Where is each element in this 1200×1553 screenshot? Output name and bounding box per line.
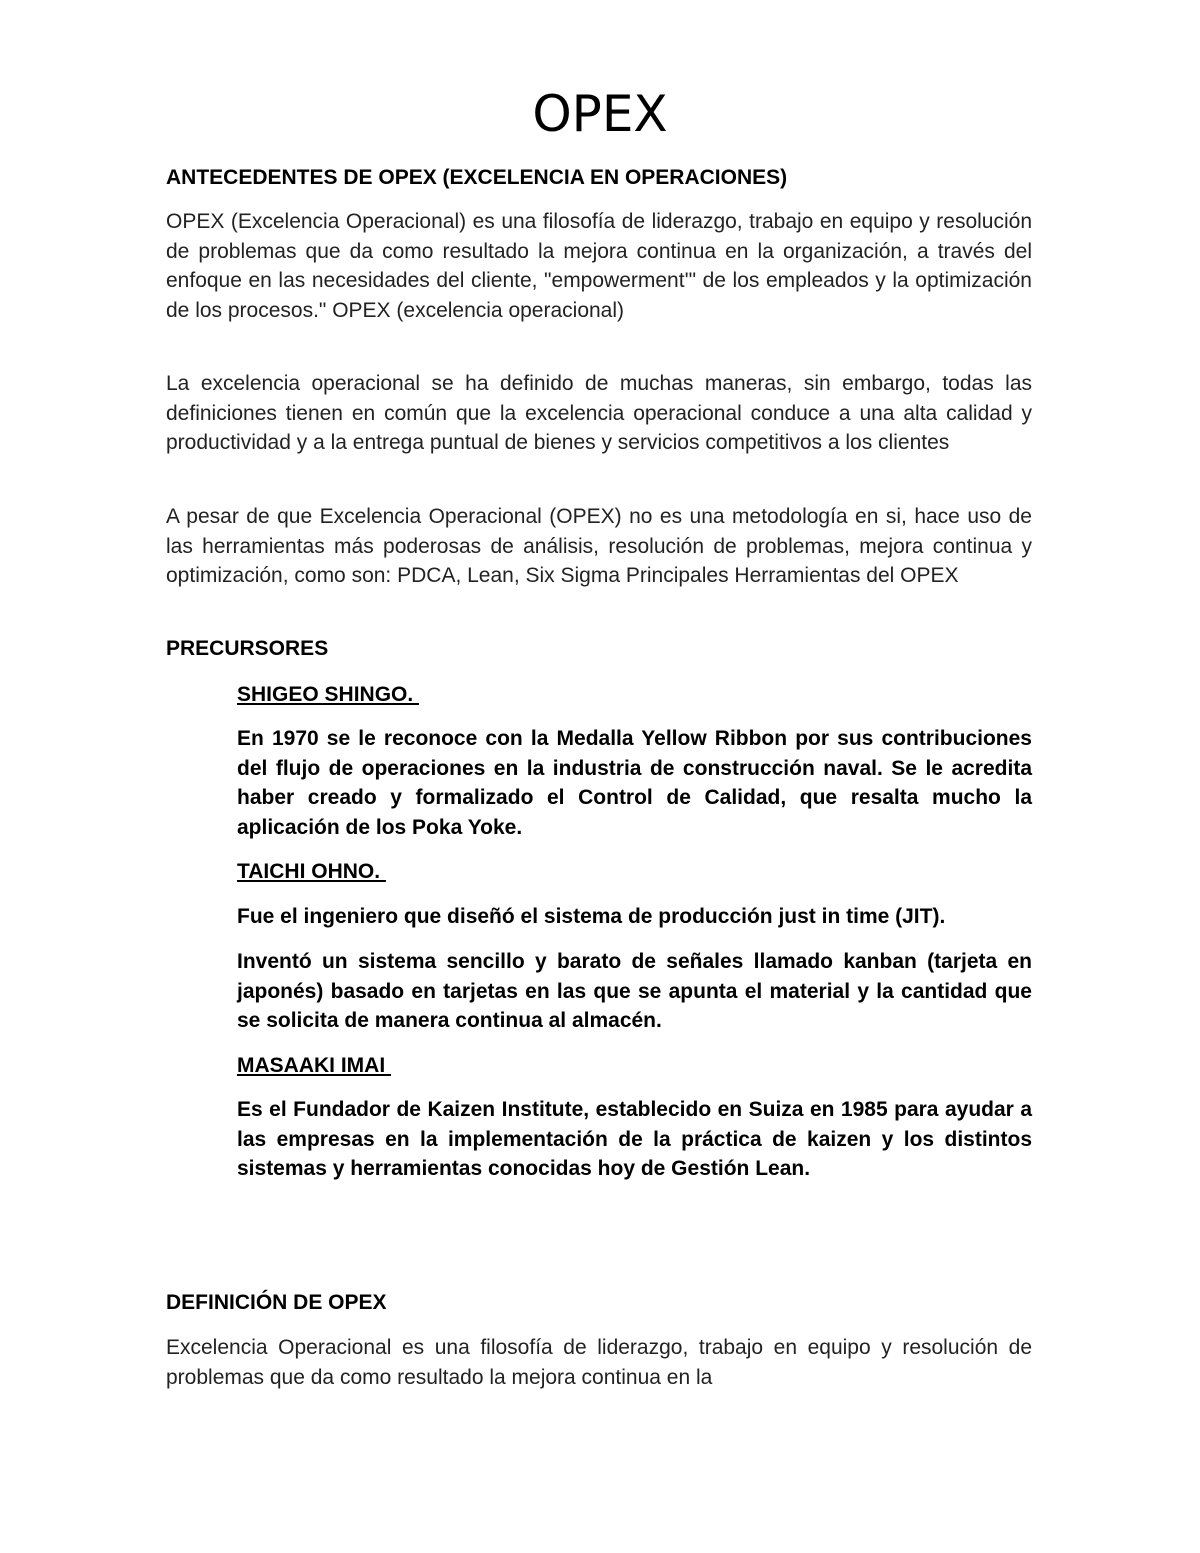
section-heading-precursores: PRECURSORES	[166, 637, 329, 660]
precursor-name-shingo: SHIGEO SHINGO.	[237, 683, 420, 706]
document-title: OPEX	[532, 85, 668, 143]
section-heading-definicion: DEFINICIÓN DE OPEX	[166, 1291, 387, 1314]
paragraph-opex-definition: OPEX (Excelencia Operacional) es una filosofía de liderazgo, trabajo en equipo y resolución de problemas que da como resultado la mejora continua en la organización, a través del enfoque en las necesidades del cliente, "empowerment'" de los empleados y la optimización de los procesos." OPEX (excelencia operacional)	[166, 210, 1032, 322]
precursor-text-imai: Es el Fundador de Kaizen Institute, establecido en Suiza en 1985 para ayudar a las empresas en la implementación de la práctica de kaizen y los distintos sistemas y herramientas conocidas hoy de Gestión Lean.	[237, 1098, 1032, 1180]
precursor-text-shingo: En 1970 se le reconoce con la Medalla Yellow Ribbon por sus contribuciones del flujo de operaciones en la industria de construcción naval. Se le acredita haber creado y formalizado el Control de Calidad, que resalta mucho la aplicación de los Poka Yoke.	[237, 727, 1032, 839]
precursor-name-imai: MASAAKI IMAI	[237, 1054, 391, 1077]
paragraph-excelencia-definida: La excelencia operacional se ha definido de muchas maneras, sin embargo, todas las definiciones tienen en común que la excelencia operacional conduce a una alta calidad y productividad y a la entrega puntual de bienes y servicios competitivos a los clientes	[166, 372, 1032, 454]
precursor-text-ohno-kanban: Inventó un sistema sencillo y barato de señales llamado kanban (tarjeta en japonés) basado en tarjetas en las que se apunta el material y la cantidad que se solicita de manera continua al almacén.	[237, 950, 1032, 1032]
section-heading-antecedentes: ANTECEDENTES DE OPEX (EXCELENCIA EN OPERACIONES)	[166, 166, 788, 189]
precursor-text-ohno-jit: Fue el ingeniero que diseñó el sistema de producción just in time (JIT).	[237, 905, 946, 928]
precursor-name-ohno: TAICHI OHNO.	[237, 860, 386, 883]
paragraph-definicion-opex: Excelencia Operacional es una filosofía de liderazgo, trabajo en equipo y resolución de problemas que da como resultado la mejora continua en la	[166, 1336, 1032, 1389]
paragraph-herramientas: A pesar de que Excelencia Operacional (OPEX) no es una metodología en si, hace uso de las herramientas más poderosas de análisis, resolución de problemas, mejora continua y optimización, como son: PDCA, Lean, Six Sigma Principales Herramientas del OPEX	[166, 505, 1032, 587]
